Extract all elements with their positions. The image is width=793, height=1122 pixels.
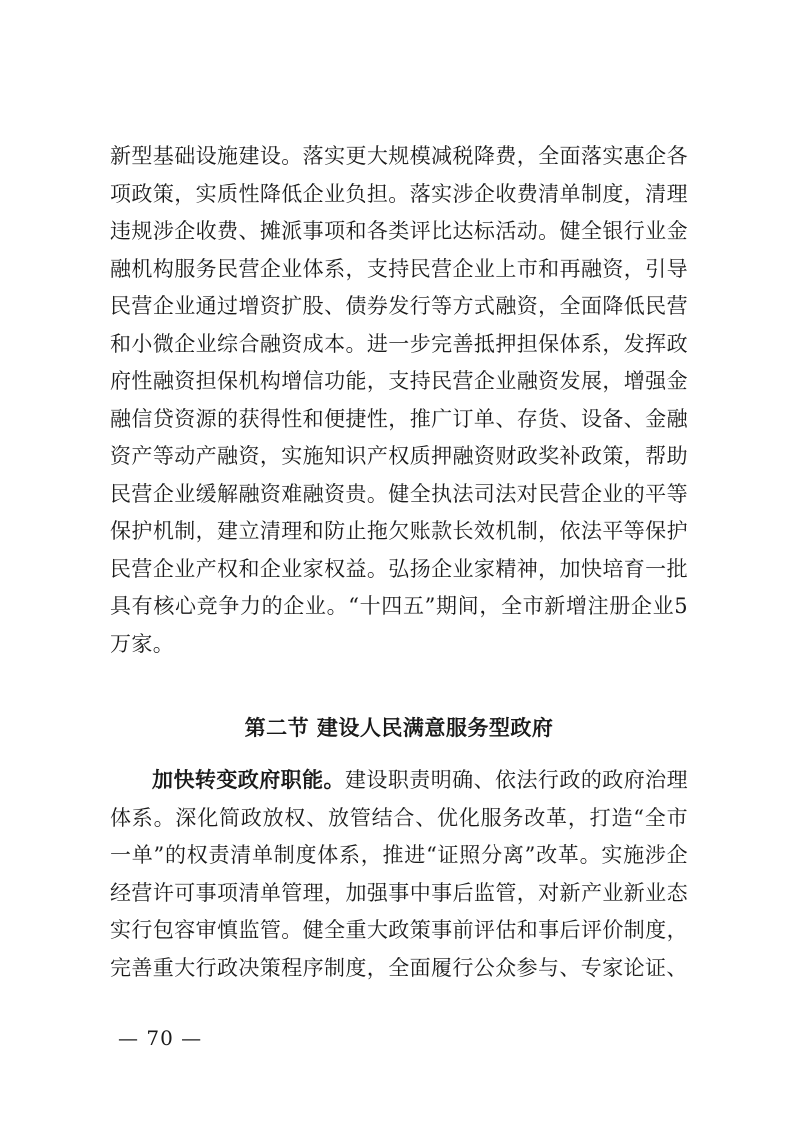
body-paragraph-2 <box>110 761 688 987</box>
paragraph-body-text: 建设职责明确、依法行政的政府治理体系。深化简政放权、放管结合、优化服务改革，打造“全市一单”的权责清单制度体系，推进“证照分离”改革。实施涉企经营许可事项清单管理，加强事中事后监管，对新产业新业态实行包容审慎监管。健全重大政策事前评估和事后评价制度，完善重大行政决策程序制度，全面履行公众参与、专家论证、 <box>110 768 688 980</box>
section-heading: 第二节 建设人民满意服务型政府 <box>244 716 554 740</box>
body-paragraph: 新型基础设施建设。落实更大规模减税降费，全面落实惠企各项政策，实质性降低企业负担。落实涉企收费清单制度，清理违规涉企收费、摊派事项和各类评比达标活动。健全银行业金融机构服务民营企业体系，支持民营企业上市和再融资，引导民营企业通过增资扩股、债券发行等方式融资，全面降低民营和小微企业综合融资成本。进一步完善抵押担保体系，发挥政府性融资担保机构增信功能，支持民营企业融资发展，增强金融信贷资源的获得性和便捷性，推广订单、存货、设备、金融资产等动产融资，实施知识产权质押融资财政奖补政策，帮助民营企业缓解融资难融资贵。健全执法司法对民营企业的平等保护机制，建立清理和防止拖欠账款长效机制，依法平等保护民营企业产权和企业家权益。弘扬企业家精神，加快培育一批具有核心竞争力的企业。“十四五”期间，全市新增注册企业5万家。 <box>110 144 688 656</box>
page-number: — 70 — <box>118 1026 203 1050</box>
paragraph-lead-phrase: 加快转变政府职能。 <box>152 767 345 792</box>
